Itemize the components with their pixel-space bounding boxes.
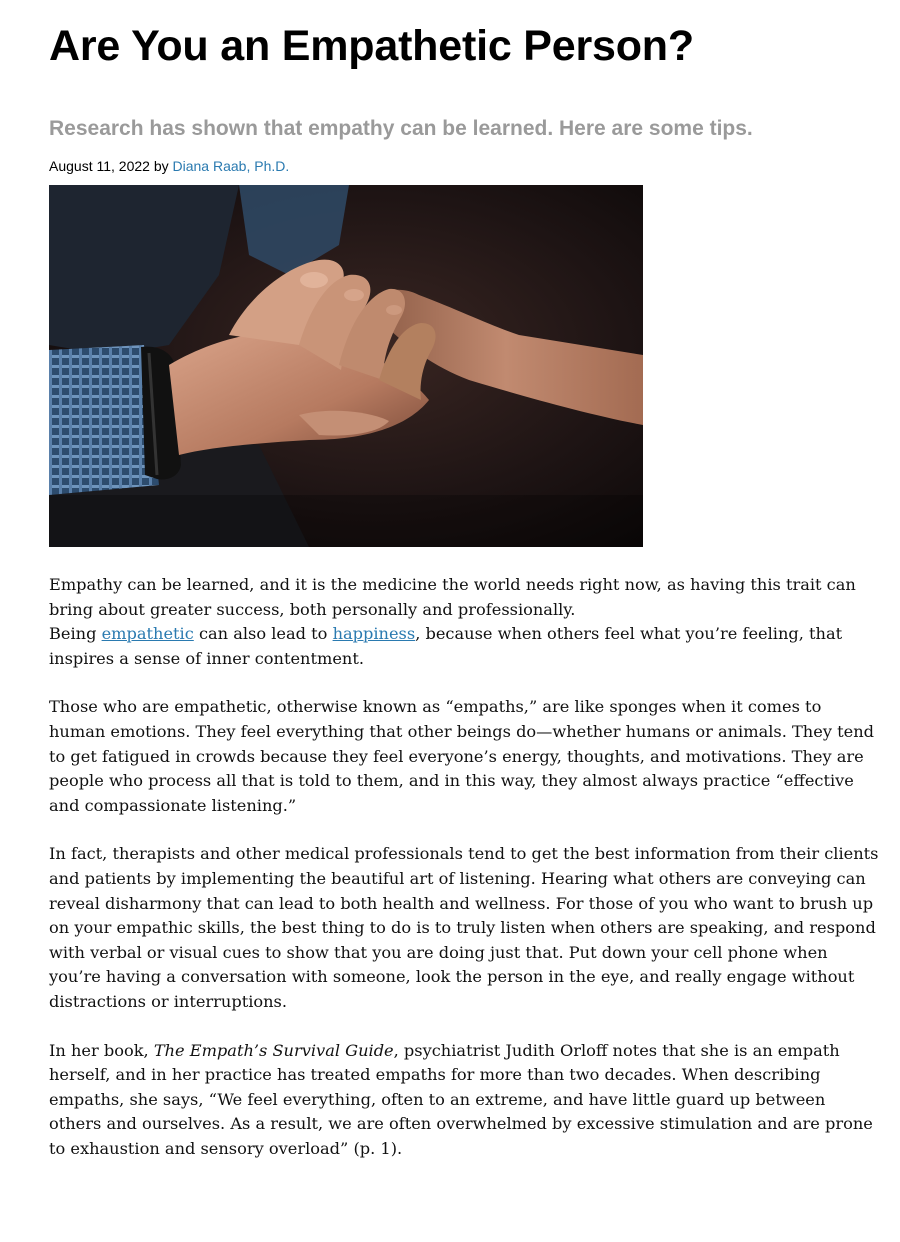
paragraph-text: Being (49, 624, 102, 644)
article-title: Are You an Empathetic Person? (49, 22, 694, 70)
publish-date: August 11, 2022 (49, 158, 150, 174)
paragraph-text: , psychiatrist Judith Orloff notes that she is an empath herself, and in her practice has treated empaths for more than two decades. When describing empaths, she says, “We feel everything, often to an extreme, and have little guard up between others and ourselves. As a result, we are often overwhelmed by excessive stimulation and are prone to exhaustion and sensory overload” (p. 1). (49, 1040, 873, 1158)
byline (49, 157, 879, 175)
byline-by: by (153, 158, 169, 174)
paragraph-3: In fact, therapists and other medical professionals tend to get the best information from their clients and patients by implementing the beautiful art of listening. Hearing what others are conveying can reveal disharmony that can lead to both health and wellness. For those of you who want to brush up on your empathic skills, the best thing to do is to truly listen when others are speaking, and respond with verbal or visual cues to show that you are doing just that. Put down your cell phone when you’re having a conversation with someone, look the person in the eye, and really engage without distractions or interruptions. (49, 844, 879, 1011)
author-link[interactable]: Diana Raab, Ph.D. (172, 158, 290, 174)
paragraph-2: Those who are empathetic, otherwise known as “empaths,” are like sponges when it comes to human emotions. They feel everything that other beings do—whether humans or animals. They tend to get fatigued in crowds because they feel everyone’s energy, thoughts, and motivations. They are people who process all that is told to them, and in this way, they almost always practice “effective and compassionate listening.” (49, 697, 874, 815)
article-subtitle: Research has shown that empathy can be learned. Here are some tips. (49, 117, 753, 140)
paragraph-text: , because when others feel what you’re feeling, that inspires a sense of inner contentment. (49, 624, 843, 668)
book-title: The Empath’s Survival Guide (153, 1040, 394, 1060)
paragraph-text: In her book, (49, 1040, 154, 1060)
paragraph-text: can also lead to (193, 624, 333, 644)
link-happiness[interactable]: happiness (332, 624, 416, 644)
hero-image (49, 185, 643, 547)
link-empathetic[interactable]: empathetic (101, 624, 194, 644)
paragraph-1 (49, 573, 879, 671)
article-body (49, 573, 879, 1185)
article (49, 18, 879, 1158)
paragraph-4 (49, 1039, 879, 1162)
paragraph-text: Empathy can be learned, and it is the medicine the world needs right now, as having this trait can bring about greater success, both personally and professionally. (49, 575, 856, 619)
